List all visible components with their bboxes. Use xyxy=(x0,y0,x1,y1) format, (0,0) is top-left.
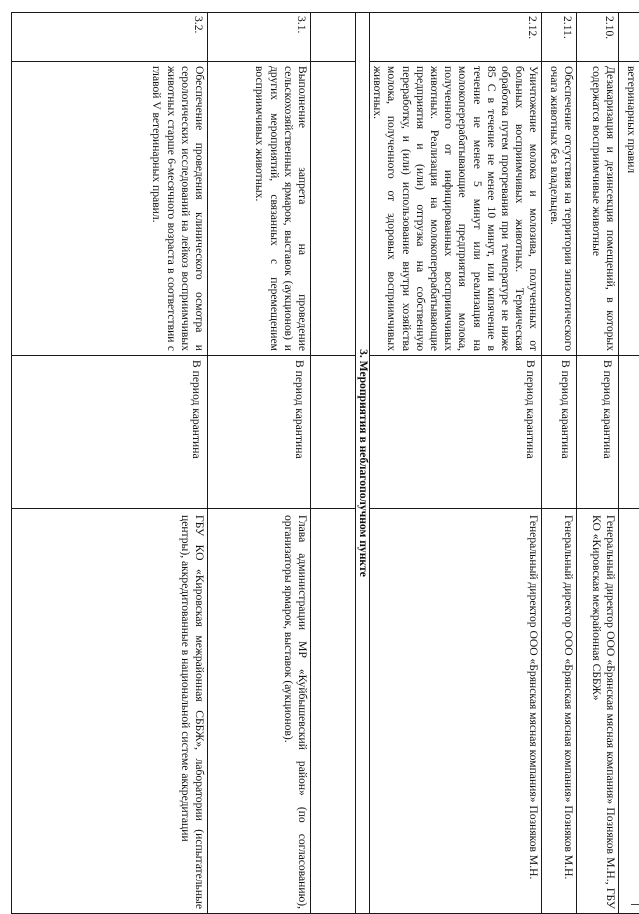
term-cell xyxy=(311,356,356,509)
responsible-cell xyxy=(619,509,639,914)
table-row xyxy=(311,13,356,914)
term-cell xyxy=(619,356,639,509)
action-cell: Выполнение запрета на проведение сельскохозяйственных ярмарок, выставок (аукционов) и других мероприятий, связанных с перемещением восприимчивых животных. xyxy=(208,62,311,356)
term-cell: В период карантина xyxy=(12,356,208,509)
term-cell: В период карантина xyxy=(577,356,619,509)
section-heading-row xyxy=(356,13,370,914)
responsible-cell: Генеральный директор ООО «Брянская мясная компания» Позняков М.Н., ГБУ КО «Кировская межрайонная СББЖ» xyxy=(577,509,619,914)
row-number xyxy=(619,13,639,62)
action-cell xyxy=(311,62,356,356)
action-cell: ветеринарных правил xyxy=(619,62,639,356)
row-number: 2.12. xyxy=(370,13,542,62)
responsible-cell: ГБУ КО «Кировская межрайонная СББЖ», лаборатории (испытательные центры), аккредитованные в национальной системе аккредитации xyxy=(12,509,208,914)
table-row xyxy=(208,13,311,914)
table-row xyxy=(370,13,542,914)
row-number: 3.1. xyxy=(208,13,311,62)
action-cell: Дезакаризация и дезинсекция помещений, в которых содержатся восприимчивые животные xyxy=(577,62,619,356)
row-number xyxy=(311,13,356,62)
action-cell: Обеспечение отсутствия на территории эпизоотического очага животных без владельцев. xyxy=(542,62,577,356)
row-number: 3.2. xyxy=(12,13,208,62)
table-row xyxy=(12,13,208,914)
responsible-cell xyxy=(311,509,356,914)
responsible-cell: Глава администрации МР «Куйбышевский район» (по согласованию), организаторы ярмарок, выставок (аукционов). xyxy=(208,509,311,914)
action-cell: Обеспечение проведения клинического осмотра и серологических исследований на лейкоз восприимчивых животных старше 6-месячного возраста в соответствии с главой V ветеринарных правил. xyxy=(12,62,208,356)
responsible-cell: Генеральный директор ООО «Брянская мясная компания» Позняков М.Н. xyxy=(370,509,542,914)
table-row xyxy=(577,13,619,914)
section-heading: 3. Мероприятия в неблагополучном пункте xyxy=(356,13,370,914)
term-cell: В период карантина xyxy=(542,356,577,509)
action-cell: Уничтожение молока и молозива, полученных от больных восприимчивых животных. Термическая обработка путем прогревания при температуре не ниже 85 С в течение не менее 10 минут, или кипячение в течение не менее 5 минут или реализация на молокоперерабатывающие предприятия молока, полученного от инфицированных восприимчивых животных. Реализация на молокоперерабатывающие предприятия и (или) отгрузка на собственную переработку, и (или) использование внутри хозяйства молока, полученного от здоровых восприимчивых животных. xyxy=(370,62,542,356)
measures-table xyxy=(11,12,639,914)
row-number: 2.10. xyxy=(577,13,619,62)
table-row xyxy=(542,13,577,914)
table-row xyxy=(619,13,639,914)
row-number: 2.11. xyxy=(542,13,577,62)
term-cell: В период карантина xyxy=(208,356,311,509)
term-cell: В период карантина xyxy=(370,356,542,509)
responsible-cell: Генеральный директор ООО «Брянская мясная компания» Позняков М.Н. xyxy=(542,509,577,914)
